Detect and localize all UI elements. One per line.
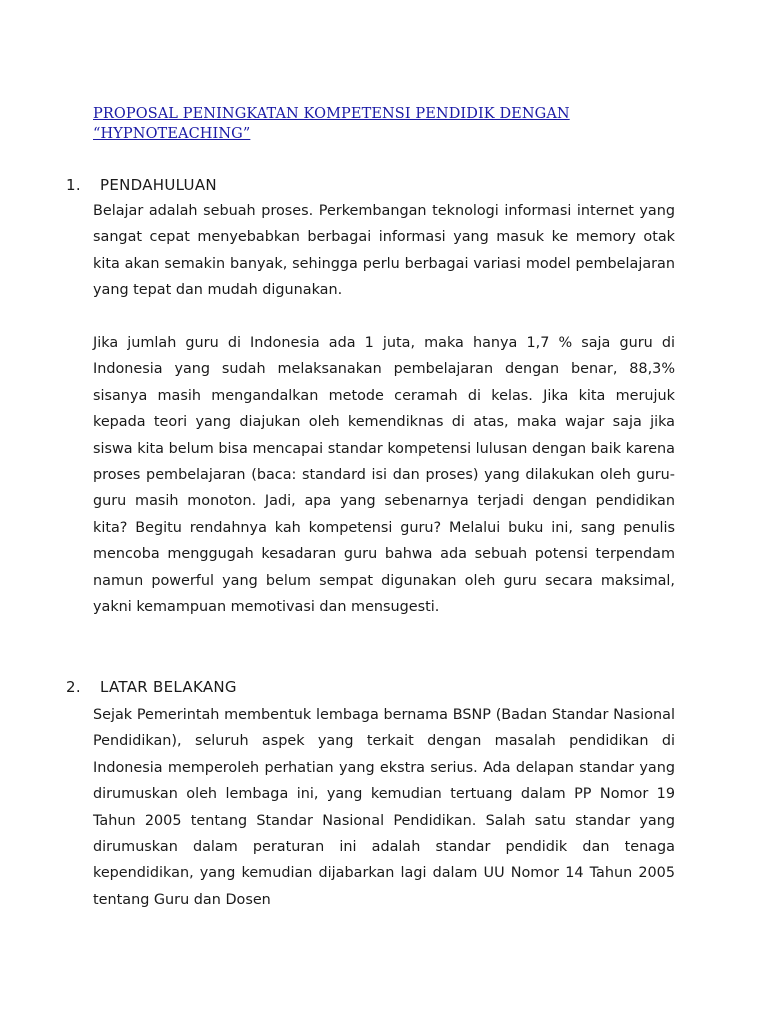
section-number: 1. [66,176,81,194]
document-title [93,104,653,144]
paragraph-latar-belakang-1: Sejak Pemerintah membentuk lembaga bernama BSNP (Badan Standar Nasional Pendidikan), seluruh aspek yang terkait dengan masalah pendidikan di Indonesia memperoleh perhatian yang ekstra serius. Ada delapan standar yang dirumuskan oleh lembaga ini, yang kemudian tertuang dalam PP Nomor 19 Tahun 2005 tentang Standar Nasional Pendidikan. Salah satu standar yang dirumuskan dalam peraturan ini adalah standar pendidik dan tenaga kependidikan, yang kemudian dijabarkan lagi dalam UU Nomor 14 Tahun 2005 tentang Guru dan Dosen [93,707,675,908]
section-heading-text: PENDAHULUAN [100,176,217,194]
title-line-2: “HYPNOTEACHING” [93,126,251,142]
section-heading-pendahuluan [66,175,217,195]
section-number: 2. [66,678,81,696]
title-line-1: PROPOSAL PENINGKATAN KOMPETENSI PENDIDIK DENGAN [93,106,570,122]
paragraph-pendahuluan-1: Belajar adalah sebuah proses. Perkembangan teknologi informasi internet yang sangat cepat menyebabkan berbagai informasi yang masuk ke memory otak kita akan semakin banyak, sehingga perlu berbagai variasi model pembelajaran yang tepat dan mudah digunakan. [93,203,675,299]
section-heading-latar-belakang [66,677,237,697]
section-heading-text: LATAR BELAKANG [100,678,237,696]
paragraph-pendahuluan-2: Jika jumlah guru di Indonesia ada 1 juta, maka hanya 1,7 % saja guru di Indonesia yang sudah melaksanakan pembelajaran dengan benar, 88,3% sisanya masih mengandalkan metode ceramah di kelas. Jika kita merujuk kepada teori yang diajukan oleh kemendiknas di atas, maka wajar saja jika siswa kita belum bisa mencapai standar kompetensi lulusan dengan baik karena proses pembelajaran (baca: standard isi dan proses) yang dilakukan oleh guru-guru masih monoton. Jadi, apa yang sebenarnya terjadi dengan pendidikan kita? Begitu rendahnya kah kompetensi guru? Melalui buku ini, sang penulis mencoba menggugah kesadaran guru bahwa ada sebuah potensi terpendam namun powerful yang belum sempat digunakan oleh guru secara maksimal, yakni kemampuan memotivasi dan mensugesti. [93,335,675,616]
